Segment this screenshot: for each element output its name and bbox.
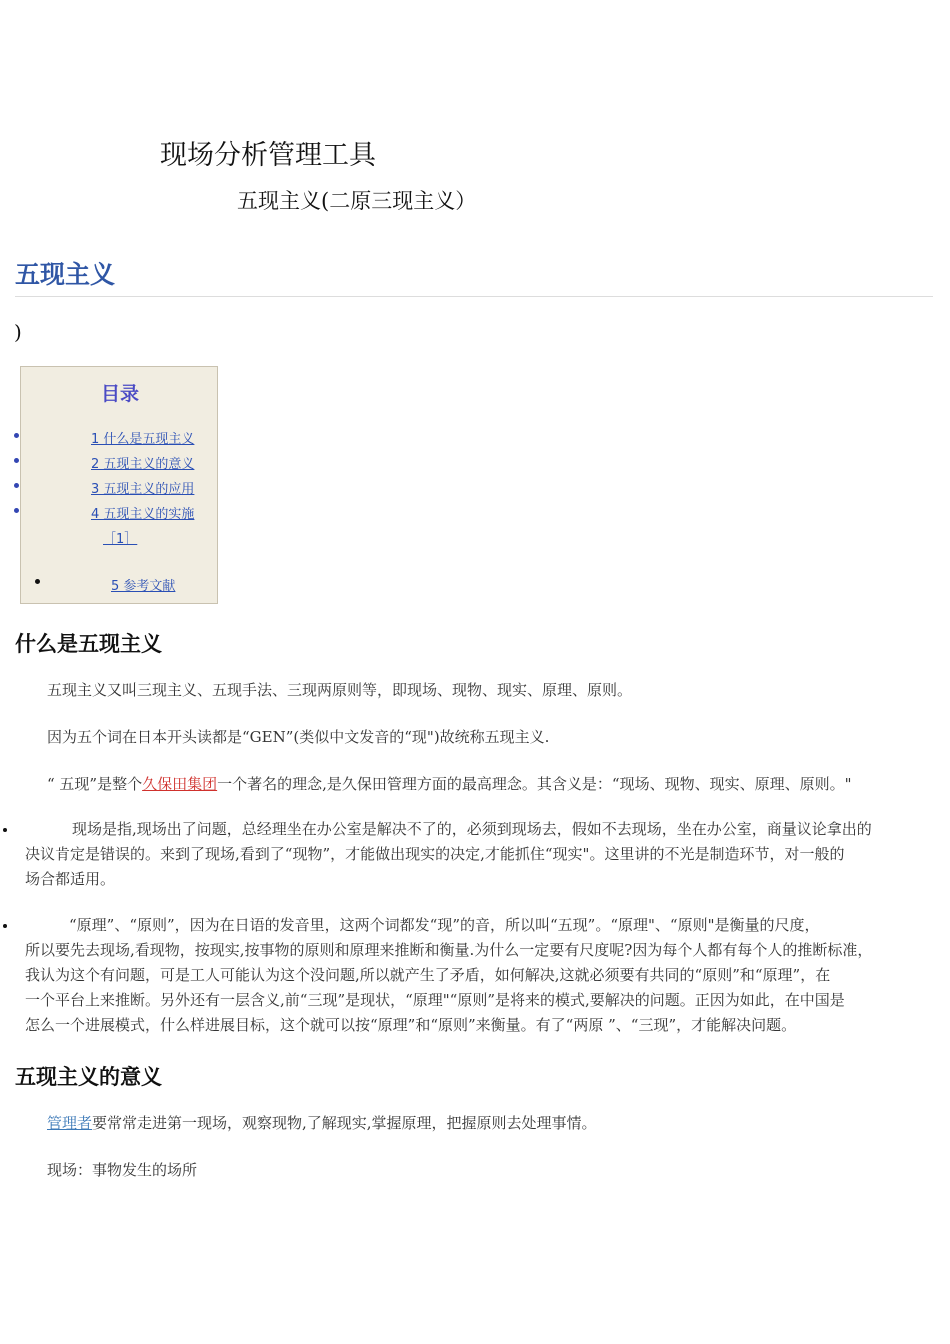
paragraph-manager-text: 要常常走进第一现场，观察现物,了解现实,掌握原理，把握原则去处理事情。 xyxy=(92,1114,597,1132)
list-item-line: 怎么一个进展模式，什么样进展目标，这个就可以按“原理”和“原则”来衡量。有了“两原 ”、“三现”，才能解决问题。 xyxy=(25,1016,797,1034)
list-bullet xyxy=(3,924,7,928)
toc-bullet xyxy=(35,579,40,584)
list-item-line: 现场是指,现场出了问题，总经理坐在办公室是解决不了的，必须到现场去，假如不去现场，坐在办公室，商量议论拿出的 xyxy=(72,820,872,838)
toc-title: 目录 xyxy=(100,383,139,405)
toc-item-1[interactable]: 1 什么是五现主义 xyxy=(91,432,195,447)
toc-bullet xyxy=(14,433,19,438)
paragraph-definition: 五现主义又叫三现主义、五现手法、三现两原则等，即现场、现物、现实、原理、原则。 xyxy=(47,681,633,699)
paragraph-kubota-before: “ 五现”是整个 xyxy=(47,775,143,793)
toc-item-3[interactable]: 3 五现主义的应用 xyxy=(91,482,195,497)
document-subtitle: 五现主义(二原三现主义） xyxy=(237,189,477,213)
heading-divider xyxy=(15,296,933,297)
section-heading-what-is: 什么是五现主义 xyxy=(15,631,162,656)
list-item-principles xyxy=(25,913,925,1038)
kubota-group-link[interactable]: 久保田集团 xyxy=(142,775,218,793)
toc-item-4[interactable]: 4 五现主义的实施 xyxy=(91,507,195,522)
toc-bullet xyxy=(14,483,19,488)
toc-item-4-footnote[interactable]: ［1］ xyxy=(103,532,138,547)
list-item-line: “原理”、“原则”，因为在日语的发音里，这两个词都发“现”的音，所以叫“五现”。“原理"、“原则"是衡量的尺度， xyxy=(69,916,820,934)
list-item-genba xyxy=(25,817,925,892)
list-item-line: 一个平台上来推断。另外还有一层含义,前“三现”是现状，“原理"“原则”是将来的模式,要解决的问题。正因为如此，在中国是 xyxy=(25,991,845,1009)
manager-link[interactable]: 管理者 xyxy=(47,1114,93,1132)
toc-item-2[interactable]: 2 五现主义的意义 xyxy=(91,457,195,472)
toc-bullet xyxy=(14,508,19,513)
stray-paren: ) xyxy=(14,320,22,344)
list-item-line: 场合都适用。 xyxy=(25,870,116,888)
paragraph-gen: 因为五个词在日本开头读都是“GEN”(类似中文发音的“现")故统称五现主义. xyxy=(47,728,550,746)
list-item-line: 所以要先去现场,看现物，按现实,按事物的原则和原理来推断和衡量.为什么一定要有尺度呢?因为每个人都有每个人的推断标准， xyxy=(25,941,873,959)
paragraph-kubota xyxy=(47,773,851,794)
toc-bullet xyxy=(14,458,19,463)
list-item-line: 决议肯定是错误的。来到了现场,看到了“现物”，才能做出现实的决定,才能抓住“现实"。这里讲的不光是制造环节，对一般的 xyxy=(25,845,845,863)
section-heading-meaning: 五现主义的意义 xyxy=(15,1064,162,1089)
paragraph-genba-definition: 现场：事物发生的场所 xyxy=(47,1161,198,1179)
paragraph-kubota-after: 一个著名的理念,是久保田管理方面的最高理念。其含义是：“现场、现物、现实、原理、原则。" xyxy=(217,775,852,793)
list-item-line: 我认为这个有问题，可是工人可能认为这个没问题,所以就产生了矛盾，如何解决,这就必须要有共同的“原则”和“原理”，在 xyxy=(25,966,831,984)
paragraph-manager xyxy=(47,1112,597,1133)
list-bullet xyxy=(3,828,7,832)
page-heading: 五现主义 xyxy=(15,260,116,289)
toc-item-5[interactable]: 5 参考文献 xyxy=(111,579,176,594)
document-title: 现场分析管理工具 xyxy=(160,140,376,171)
